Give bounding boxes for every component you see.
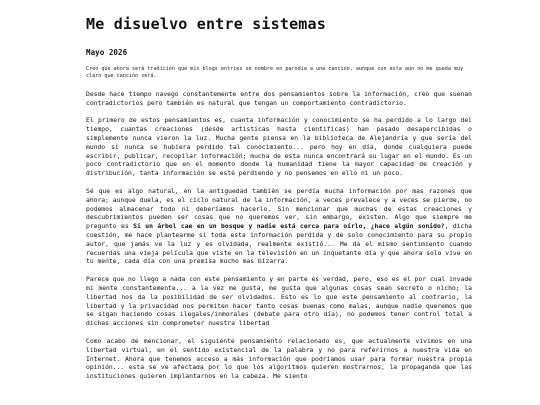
paragraph-5: Como acabo de mencionar, el siguiente pensamiento relacionado es, que actualmente vivimos en una libertad virtual, en el sentido existencial de la palabra y no para referirnos a nuestra vida en Internet. Ahora que tenemos acceso a más información que podríamos usar para formar nuestra propia opinión... esta se ve afectada por lo que los algoritmos quieren mostrarnos, la propaganda que las instituciones quieren implantarnos en la cabeza. Me siento	[86, 337, 472, 381]
post-title: Me disuelvo entre sistemas	[86, 15, 326, 33]
post-date: Mayo 2026	[86, 48, 128, 57]
blog-post	[86, 14, 472, 382]
paragraph-3-bold-question: Si un árbol cae en un bosque y nadie está cerca para oírlo, ¿hace algún sonido?	[133, 223, 445, 231]
paragraph-3	[86, 188, 472, 267]
paragraph-1: Desde hace tiempo navego constantemente entre dos pensamientos sobre la información, creo que suenan contradictorios pero también es natural que tengan un comportamiento contradictorio.	[86, 90, 472, 107]
paragraph-3-text-a: Sé que es algo natural, en la antiguedad también se perdía mucha información por mas razones que ahora; aunque duela, es el ciclo natural de la información, a veces prevalece y a veces se pierde, no podemos almacenar todo ni deberíamos hacerlo. Sin mencionar que muchas de estas creaciones y descubrimientos pueden ser cosas que no queremos ver, sin embargo, existen. Algo que siempre me pregunto es	[86, 187, 472, 231]
paragraph-2: El primero de estos pensamientos es, cuanta información y conocimiento se ha perdido a lo largo del tiempo, cuantas creaciones (desde artisticas hasta cientificas) han pasado desapercibidas o simplemente nunca vieron la luz. Mucha gente piensa en la biblioteca de Alejandría y que sería del mundo si nunca se hubiera perdido tal conocimiento... pero hoy en día, donde cualquiera puede escribir, publicar, recopilar información; mucha de esta nunca encontrará su lugar en el mundo. Es un poco contradictorio que en el momento donde la humanidad tiene la mayor capacidad de creación y distribución, tanta información se esté perdiendo y no pensemos en ello ni un poco.	[86, 117, 472, 178]
paragraph-3-text-b: , dicha cuestión, me hace plantearme si toda esta información perdida y de solo conocimiento para su propio autor, que jamás ve la luz y es olvidada, realmente existió... Me da el mismo sentimiento cuando recuerdas una vieja película que viste en la televisión en un inquetante día y que ahora solo vive en tu mente, cada día con una premisa mucho mas bizarra.	[86, 223, 472, 266]
post-intro-note: Creo que ahora será tradición que mis blogs entries se nombre en parodia a una canción, aunque con esta aun no me queda muy claro que canción será.	[86, 66, 464, 80]
paragraph-4: Parece que no llego a nada con este pensamiento y en parte es verdad, pero, eso es el por cual invade mi mente constantemente... a la vez me gusta, me gusta que algunas cosas sean secreto o nicho; la libertad nos da la posibilidad de ser olvidados. Esto es lo que este pensamiento al contrario, la libertad y la privacidad nos permiten hacer tanto cosas buenas como malas, aunque nadie queremos que se sigan haciendo cosas ilegales/inmorales (debate para otro día), no podemos tener control total a dichas acciones sin comprometer nuestra libertad	[86, 276, 472, 328]
